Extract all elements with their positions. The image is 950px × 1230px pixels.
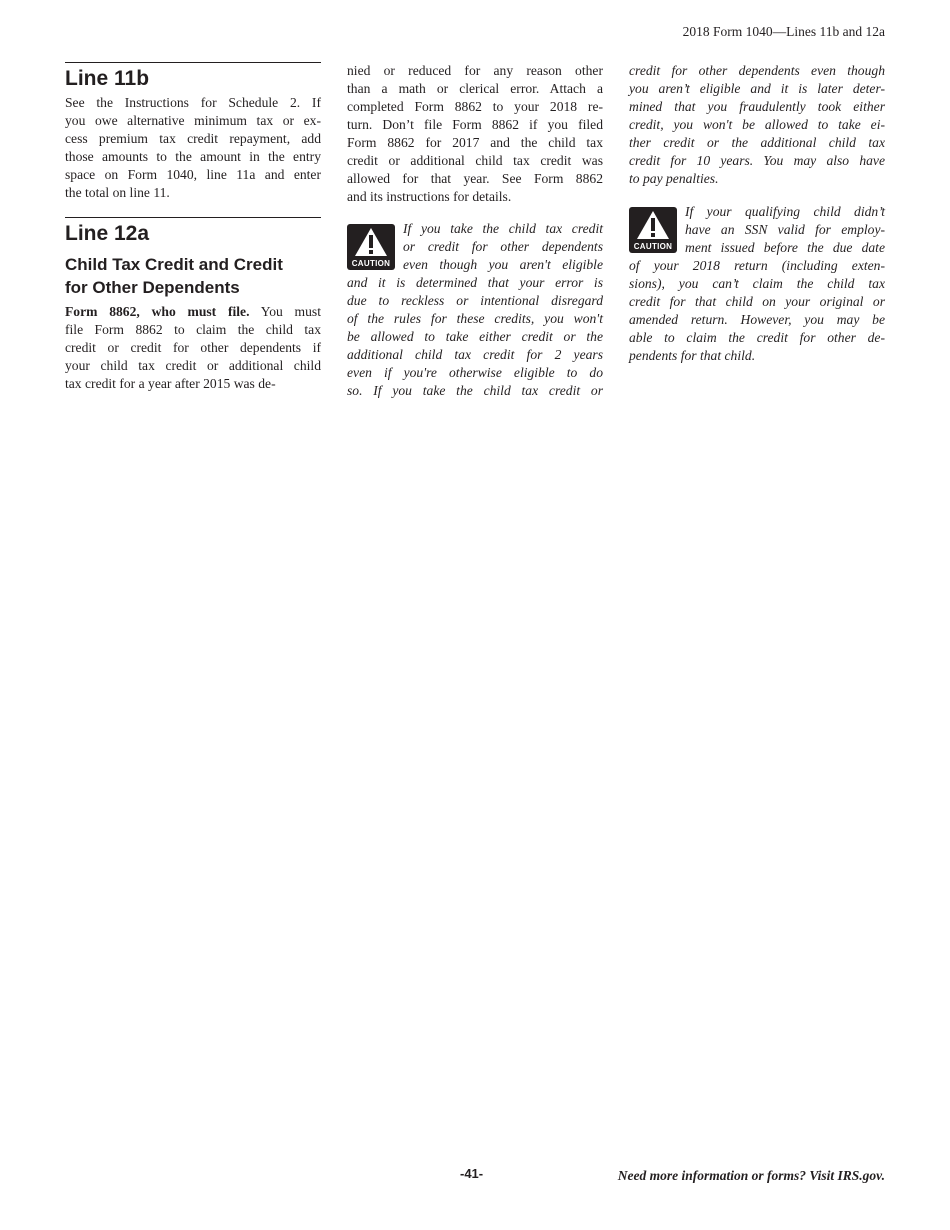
text-line: Form 8862 for 2017 and the child tax — [347, 135, 603, 150]
text-line — [65, 303, 321, 321]
text-line: able to claim the credit for other de- — [629, 330, 885, 345]
text-line: of the rules for these credits, you won't — [347, 311, 603, 326]
caution-icon — [629, 207, 677, 253]
text-line: cess premium tax credit repayment, add — [65, 131, 321, 146]
text-line: so. If you take the child tax credit or — [347, 383, 603, 398]
caution-label: CAUTION — [351, 259, 391, 268]
caution-note — [347, 220, 603, 400]
paragraph-line-11b — [65, 94, 321, 202]
text-line: you aren’t eligible and it is later deter- — [629, 81, 885, 96]
text-line: those amounts to the amount in the entry — [65, 149, 321, 164]
text-line: If you take the child tax credit — [403, 221, 603, 236]
text-line: ther credit or the additional child tax — [629, 135, 885, 150]
text-line: credit, you won't be allowed to take ei- — [629, 117, 885, 132]
text-line: allowed for that year. See Form 8862 — [347, 171, 603, 186]
column-1 — [65, 62, 321, 393]
page-number: -41- — [460, 1166, 484, 1181]
footer-tagline: Need more information or forms? Visit IRS.gov. — [617, 1168, 885, 1183]
text-line: your child tax credit or additional child — [65, 358, 321, 373]
text-line: amended return. However, you may be — [629, 312, 885, 327]
text-line: the total on line 11. — [65, 185, 170, 200]
column-2 — [347, 62, 603, 400]
text-run: You must — [260, 304, 321, 319]
text-line: of your 2018 return (including exten- — [629, 258, 885, 273]
text-line: credit or credit for other dependents if — [65, 340, 321, 355]
paragraph-form-8862-continued — [347, 62, 603, 206]
text-line: sions), you can’t claim the child tax — [629, 276, 885, 291]
run-in-heading: Form 8862, who must file. — [65, 304, 250, 319]
text-line: even if you're otherwise eligible to do — [347, 365, 603, 380]
caution-note — [629, 203, 885, 365]
section-divider — [65, 217, 321, 218]
subheading — [65, 253, 321, 299]
text-line: turn. Don’t file Form 8862 if you filed — [347, 117, 603, 132]
text-line: and it is determined that your error is — [347, 275, 603, 290]
heading-line-11b: Line 11b — [65, 67, 150, 90]
text-line: file Form 8862 to claim the child tax — [65, 322, 321, 337]
caution-label: CAUTION — [633, 242, 673, 251]
text-line: credit for 10 years. You may also have — [629, 153, 885, 168]
column-3 — [629, 62, 885, 365]
text-line: See the Instructions for Schedule 2. If — [65, 95, 321, 110]
text-line: credit or additional child tax credit was — [347, 153, 603, 168]
text-line: to pay penalties. — [629, 171, 719, 186]
text-line: and its instructions for details. — [347, 189, 512, 204]
caution-icon — [347, 224, 395, 270]
text-line: completed Form 8862 to your 2018 re- — [347, 99, 603, 114]
text-line: be allowed to take either credit or the — [347, 329, 603, 344]
running-header: 2018 Form 1040—Lines 11b and 12a — [682, 24, 885, 39]
text-line: pendents for that child. — [629, 348, 756, 363]
text-line: space on Form 1040, line 11a and enter — [65, 167, 321, 182]
subheading-line: Child Tax Credit and Credit — [65, 255, 283, 274]
paragraph-form-8862 — [65, 303, 321, 393]
text-line: credit for that child on your original or — [629, 294, 885, 309]
text-line: due to reckless or intentional disregard — [347, 293, 603, 308]
heading-line-12a: Line 12a — [65, 222, 150, 245]
text-line: If your qualifying child didn’t — [685, 204, 885, 219]
text-line: credit for other dependents even though — [629, 63, 885, 78]
text-line: mined that you fraudulently took either — [629, 99, 885, 114]
text-line: tax credit for a year after 2015 was de- — [65, 376, 276, 391]
text-line: you owe alternative minimum tax or ex- — [65, 113, 321, 128]
text-line: even though you aren't eligible — [403, 257, 603, 272]
text-line: ment issued before the due date — [685, 240, 885, 255]
text-line: additional child tax credit for 2 years — [347, 347, 603, 362]
text-line: have an SSN valid for employ- — [685, 222, 885, 237]
text-line: nied or reduced for any reason other — [347, 63, 603, 78]
paragraph-continued — [65, 321, 321, 393]
caution-text-continued — [629, 62, 885, 188]
section-divider — [65, 62, 321, 63]
subheading-line: for Other Dependents — [65, 278, 240, 297]
text-line: or credit for other dependents — [403, 239, 603, 254]
text-line: than a math or clerical error. Attach a — [347, 81, 603, 96]
